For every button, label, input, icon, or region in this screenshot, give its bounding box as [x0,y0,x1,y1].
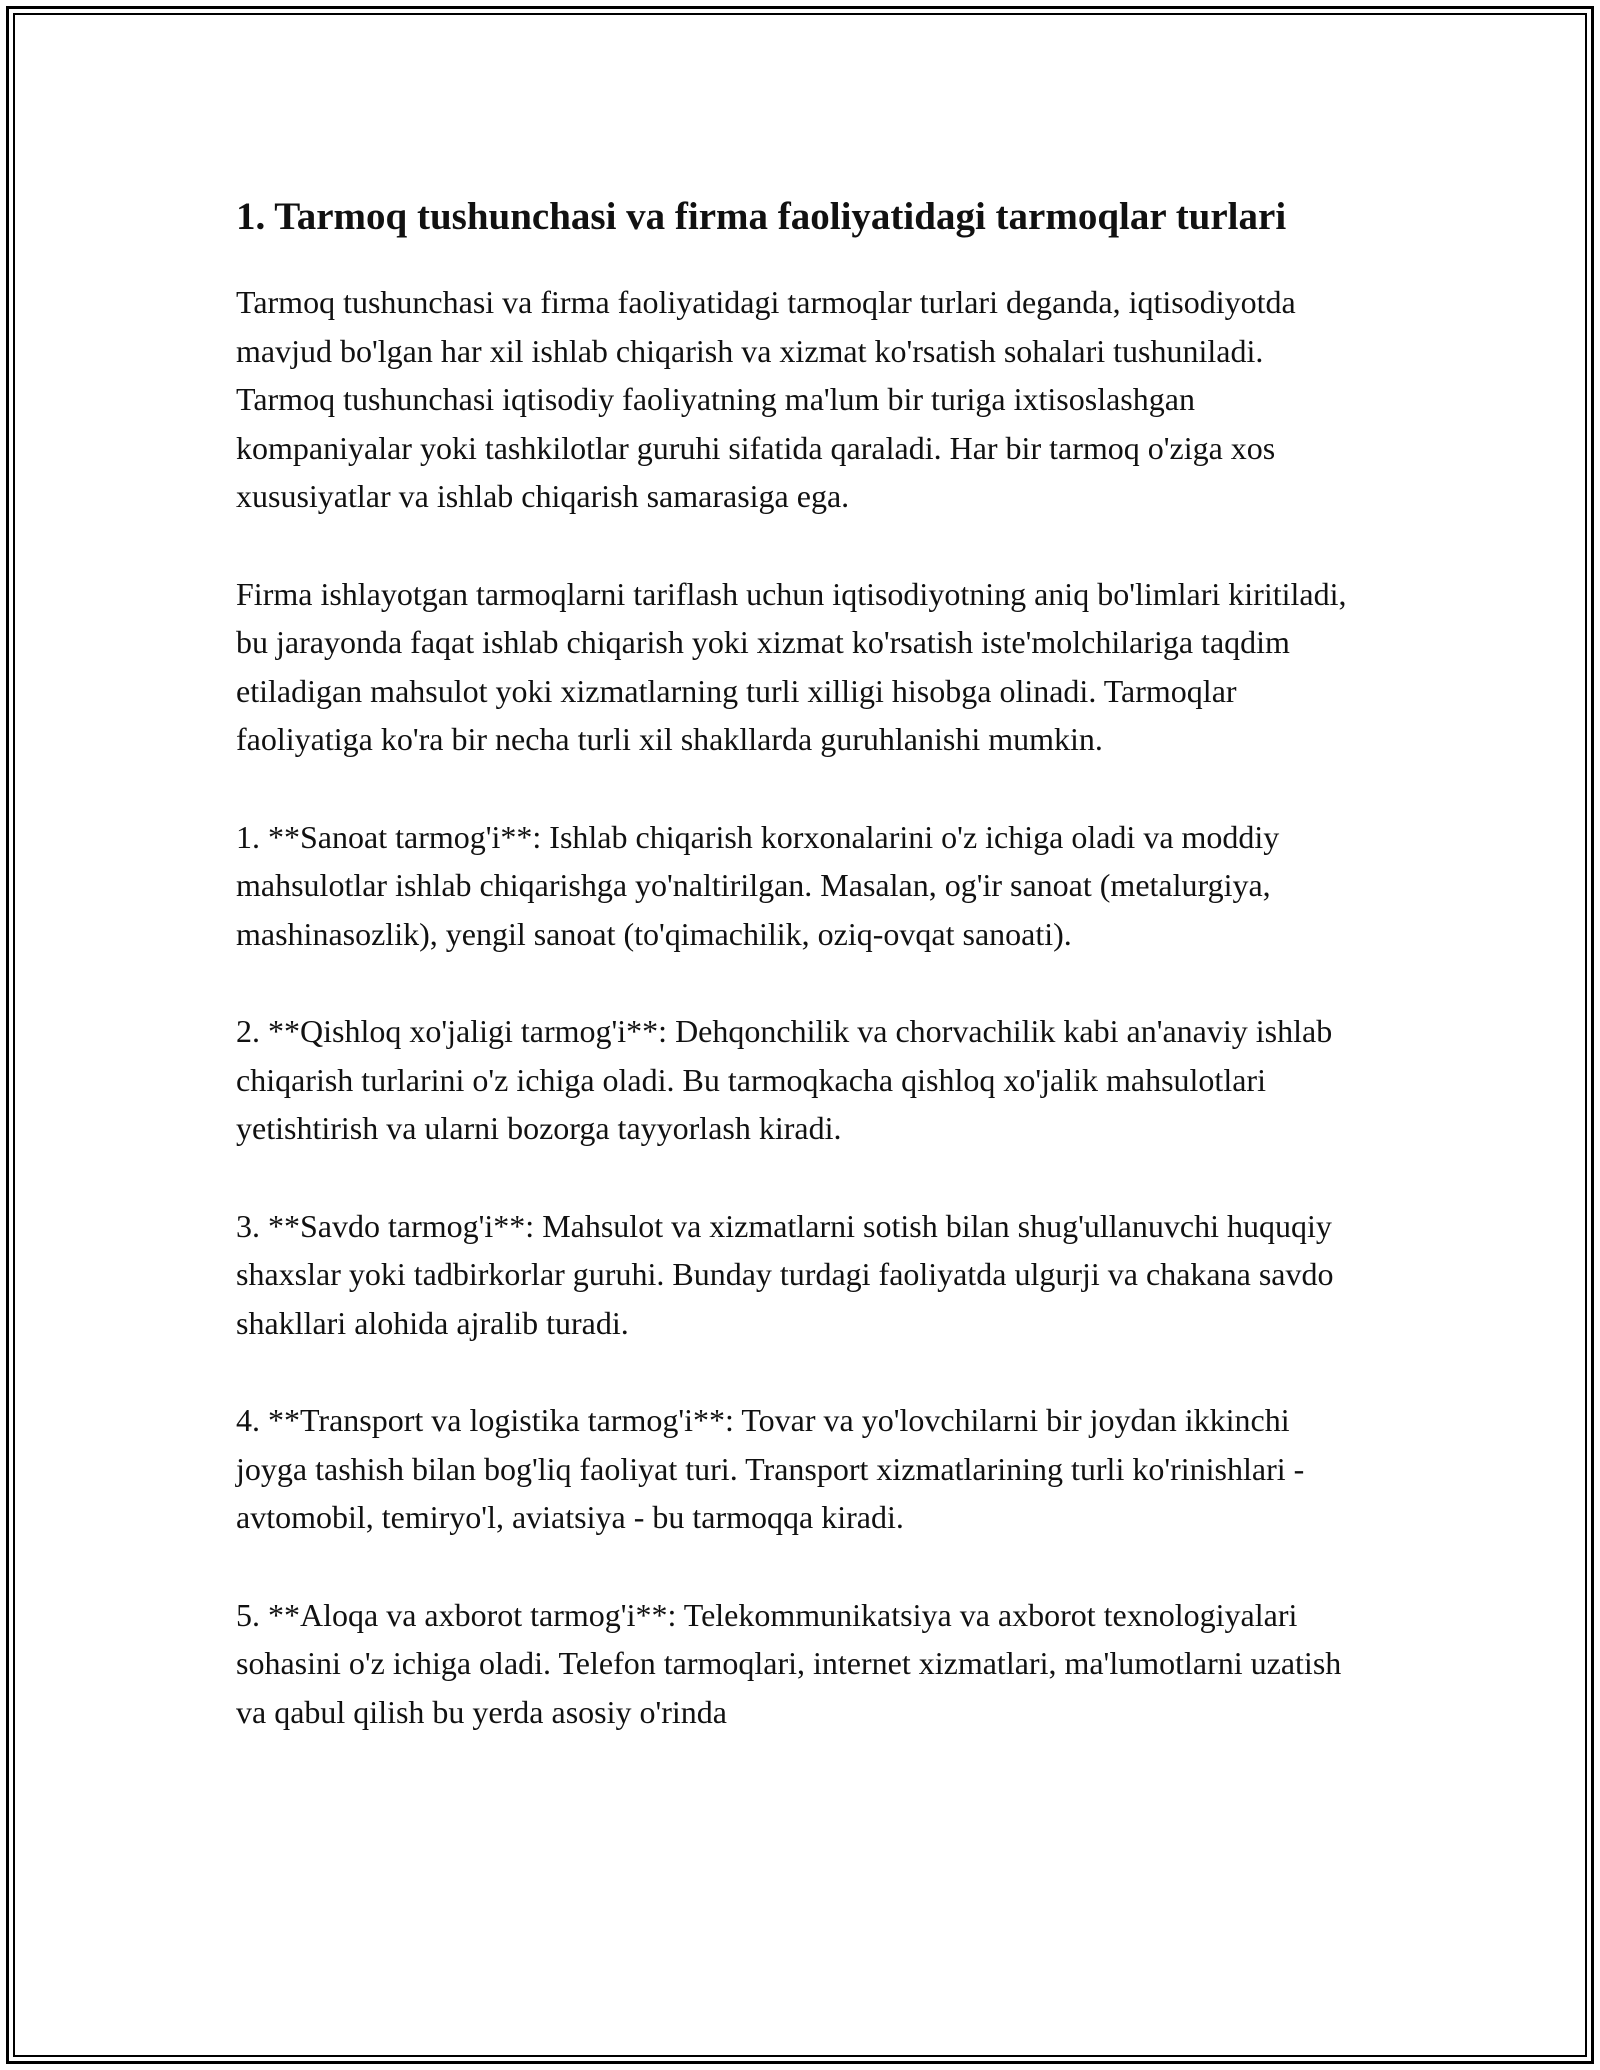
paragraph-classification: Firma ishlayotgan tarmoqlarni tariflash uchun iqtisodiyotning aniq bo'limlari kiritiladi, bu jarayonda faqat ishlab chiqarish yoki xizmat ko'rsatish iste'molchilariga taqdim etiladigan mahsulot yoki xizmatlarning turli xilligi hisobga olinadi. Tarmoqlar faoliyatiga ko'ra bir necha turli xil shakllarda guruhlanishi mumkin. [236,575,1347,757]
list-item-agriculture: 2. **Qishloq xo'jaligi tarmog'i**: Dehqonchilik va chorvachilik kabi an'anaviy ishlab chiqarish turlarini o'z ichiga oladi. Bu tarmoqkacha qishloq xo'jalik mahsulotlari yetishtirish va ularni bozorga tayyorlash kiradi. [236,1013,1333,1146]
list-item-transport: 4. **Transport va logistika tarmog'i**: Tovar va yo'lovchilarni bir joydan ikkinchi joyga tashish bilan bog'liq faoliyat turi. Transport xizmatlarining turli ko'rinishlari - avtomobil, temiryo'l, aviatsiya - bu tarmoqqa kiradi. [236,1402,1305,1535]
list-item-trade: 3. **Savdo tarmog'i**: Mahsulot va xizmatlarni sotish bilan shug'ullanuvchi huquqiy shaxslar yoki tadbirkorlar guruhi. Bunday turdagi faoliyatda ulgurji va chakana savdo shakllari alohida ajralib turadi. [236,1207,1334,1341]
paragraph-intro: Tarmoq tushunchasi va firma faoliyatidagi tarmoqlar turlari deganda, iqtisodiyotda mavjud bo'lgan har xil ishlab chiqarish va xizmat ko'rsatish sohalari tushuniladi. Tarmoq tushunchasi iqtisodiy faoliyatning ma'lum bir turiga ixtisoslashgan kompaniyalar yoki tashkilotlar guruhi sifatida qaraladi. Har bir tarmoq o'ziga xos xususiyatlar va ishlab chiqarish samarasiga ega. [236,284,1296,514]
list-item-industry: 1. **Sanoat tarmog'i**: Ishlab chiqarish korxonalarini o'z ichiga oladi va moddiy mahsulotlar ishlab chiqarishga yo'naltirilgan. Masalan, og'ir sanoat (metalurgiya, mashinasozlik), yengil sanoat (to'qimachilik, oziq-ovqat sanoati). [236,818,1280,952]
list-item-communication: 5. **Aloqa va axborot tarmog'i**: Telekommunikatsiya va axborot texnologiyalari sohasini o'z ichiga oladi. Telefon tarmoqlari, internet xizmatlari, ma'lumotlarni uzatish va qabul qilish bu yerda asosiy o'rinda [236,1596,1342,1730]
document-title: 1. Tarmoq tushunchasi va firma faoliyatidagi tarmoqlar turlari [236,195,1287,238]
document-body [236,190,1366,1785]
